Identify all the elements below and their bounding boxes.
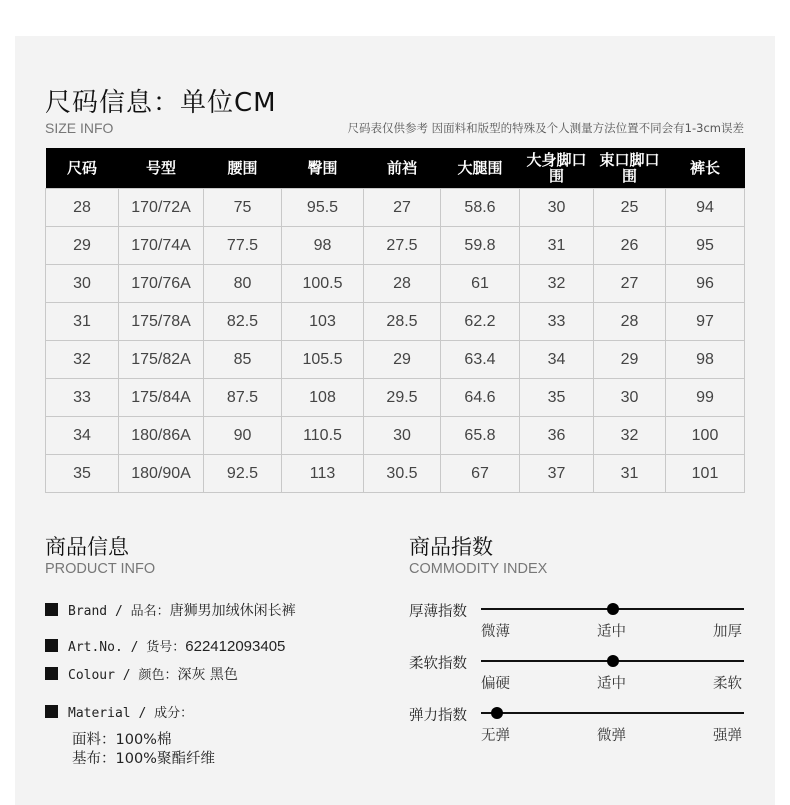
table-cell: 63.4 xyxy=(441,341,520,379)
commodity-index-title: 商品指数 xyxy=(409,535,493,559)
table-cell: 28 xyxy=(46,189,119,227)
product-info-subtitle: PRODUCT INFO xyxy=(45,561,156,577)
table-cell: 65.8 xyxy=(441,417,520,455)
index-tick-label: 适中 xyxy=(597,624,626,640)
table-cell: 82.5 xyxy=(204,303,282,341)
table-cell: 92.5 xyxy=(204,455,282,493)
table-cell: 30 xyxy=(520,189,594,227)
table-cell: 36 xyxy=(520,417,594,455)
table-cell: 62.2 xyxy=(441,303,520,341)
table-row xyxy=(46,189,745,227)
table-cell: 25 xyxy=(594,189,666,227)
index-tick-label: 强弹 xyxy=(713,728,742,744)
header-cell: 腰围 xyxy=(204,148,282,189)
table-cell: 32 xyxy=(594,417,666,455)
table-cell: 32 xyxy=(46,341,119,379)
header-cell: 号型 xyxy=(119,148,204,189)
index-tick-label: 偏硬 xyxy=(481,676,510,692)
index-tick-label: 微薄 xyxy=(481,624,510,640)
table-row xyxy=(46,379,745,417)
header-cell: 尺码 xyxy=(46,148,119,189)
info-value: 深灰 黑色 xyxy=(177,667,238,683)
table-cell: 97 xyxy=(666,303,745,341)
info-key: Art.No. / 货号： xyxy=(68,640,186,655)
table-cell: 33 xyxy=(520,303,594,341)
table-cell: 90 xyxy=(204,417,282,455)
table-cell: 28 xyxy=(364,265,441,303)
table-cell: 100 xyxy=(666,417,745,455)
info-key: Material / 成分： xyxy=(68,706,194,721)
table-cell: 27.5 xyxy=(364,227,441,265)
table-cell: 30 xyxy=(594,379,666,417)
table-cell: 95.5 xyxy=(282,189,364,227)
table-row xyxy=(46,303,745,341)
table-cell: 35 xyxy=(46,455,119,493)
table-cell: 31 xyxy=(46,303,119,341)
table-cell: 59.8 xyxy=(441,227,520,265)
table-cell: 28.5 xyxy=(364,303,441,341)
info-colour xyxy=(45,664,238,684)
info-value: 622412093405 xyxy=(185,638,286,655)
table-cell: 180/86A xyxy=(119,417,204,455)
index-tick-label: 加厚 xyxy=(713,624,742,640)
table-cell: 180/90A xyxy=(119,455,204,493)
table-row xyxy=(46,417,745,455)
product-info-title: 商品信息 xyxy=(45,535,129,559)
table-cell: 170/76A xyxy=(119,265,204,303)
index-tick-label: 无弹 xyxy=(481,728,510,744)
table-cell: 31 xyxy=(594,455,666,493)
index-tick-label: 微弹 xyxy=(597,728,626,744)
table-cell: 175/82A xyxy=(119,341,204,379)
table-cell: 33 xyxy=(46,379,119,417)
table-cell: 108 xyxy=(282,379,364,417)
table-cell: 27 xyxy=(594,265,666,303)
header-cell: 臀围 xyxy=(282,148,364,189)
material-line: 面料：100%棉 xyxy=(72,732,172,748)
table-cell: 87.5 xyxy=(204,379,282,417)
material-line: 基布：100%聚酯纤维 xyxy=(72,751,215,767)
table-cell: 110.5 xyxy=(282,417,364,455)
header-cell: 大腿围 xyxy=(441,148,520,189)
index-label: 柔软指数 xyxy=(409,656,467,672)
table-cell: 85 xyxy=(204,341,282,379)
table-cell: 98 xyxy=(666,341,745,379)
table-cell: 64.6 xyxy=(441,379,520,417)
table-cell: 94 xyxy=(666,189,745,227)
table-row xyxy=(46,227,745,265)
info-key: Colour / 颜色： xyxy=(68,668,178,683)
table-cell: 98 xyxy=(282,227,364,265)
index-label: 弹力指数 xyxy=(409,708,467,724)
size-title: 尺码信息：单位CM xyxy=(45,88,277,118)
header-cell: 裤长 xyxy=(666,148,745,189)
table-cell: 29 xyxy=(364,341,441,379)
table-cell: 29 xyxy=(594,341,666,379)
table-cell: 75 xyxy=(204,189,282,227)
size-note: 尺码表仅供参考 因面料和版型的特殊及个人测量方法位置不同会有1-3cm误差 xyxy=(347,121,744,135)
info-key: Brand / 品名： xyxy=(68,604,170,619)
table-cell: 100.5 xyxy=(282,265,364,303)
size-subtitle: SIZE INFO xyxy=(45,120,114,136)
table-cell: 30 xyxy=(46,265,119,303)
index-marker-dot xyxy=(491,707,503,719)
index-marker-dot xyxy=(607,603,619,615)
info-art-no xyxy=(45,636,285,655)
table-cell: 77.5 xyxy=(204,227,282,265)
table-cell: 170/72A xyxy=(119,189,204,227)
table-row xyxy=(46,265,745,303)
table-cell: 175/84A xyxy=(119,379,204,417)
table-cell: 80 xyxy=(204,265,282,303)
size-table-body xyxy=(46,189,745,493)
table-cell: 28 xyxy=(594,303,666,341)
table-cell: 30.5 xyxy=(364,455,441,493)
table-cell: 61 xyxy=(441,265,520,303)
info-material xyxy=(45,702,193,721)
index-tick-label: 适中 xyxy=(597,676,626,692)
table-cell: 34 xyxy=(46,417,119,455)
table-cell: 30 xyxy=(364,417,441,455)
bullet-square-icon xyxy=(45,639,58,652)
index-scale-line xyxy=(481,712,744,714)
table-cell: 95 xyxy=(666,227,745,265)
table-cell: 105.5 xyxy=(282,341,364,379)
table-cell: 35 xyxy=(520,379,594,417)
info-value: 唐狮男加绒休闲长裤 xyxy=(169,603,296,619)
table-cell: 27 xyxy=(364,189,441,227)
table-cell: 29 xyxy=(46,227,119,265)
header-cell: 大身脚口围 xyxy=(520,148,594,189)
bullet-square-icon xyxy=(45,603,58,616)
table-cell: 170/74A xyxy=(119,227,204,265)
index-label: 厚薄指数 xyxy=(409,604,467,620)
table-cell: 67 xyxy=(441,455,520,493)
size-table-header xyxy=(46,148,745,189)
table-cell: 34 xyxy=(520,341,594,379)
table-cell: 31 xyxy=(520,227,594,265)
header-cell: 束口脚口围 xyxy=(594,148,666,189)
index-tick-label: 柔软 xyxy=(713,676,742,692)
table-cell: 96 xyxy=(666,265,745,303)
index-marker-dot xyxy=(607,655,619,667)
table-cell: 101 xyxy=(666,455,745,493)
table-cell: 99 xyxy=(666,379,745,417)
header-cell: 前裆 xyxy=(364,148,441,189)
table-cell: 26 xyxy=(594,227,666,265)
table-cell: 113 xyxy=(282,455,364,493)
size-table xyxy=(45,148,745,493)
table-row xyxy=(46,455,745,493)
table-cell: 103 xyxy=(282,303,364,341)
bullet-square-icon xyxy=(45,705,58,718)
bullet-square-icon xyxy=(45,667,58,680)
table-cell: 37 xyxy=(520,455,594,493)
table-cell: 175/78A xyxy=(119,303,204,341)
commodity-index-subtitle: COMMODITY INDEX xyxy=(409,561,548,577)
table-cell: 32 xyxy=(520,265,594,303)
table-cell: 58.6 xyxy=(441,189,520,227)
table-cell: 29.5 xyxy=(364,379,441,417)
info-brand xyxy=(45,600,296,620)
table-row xyxy=(46,341,745,379)
